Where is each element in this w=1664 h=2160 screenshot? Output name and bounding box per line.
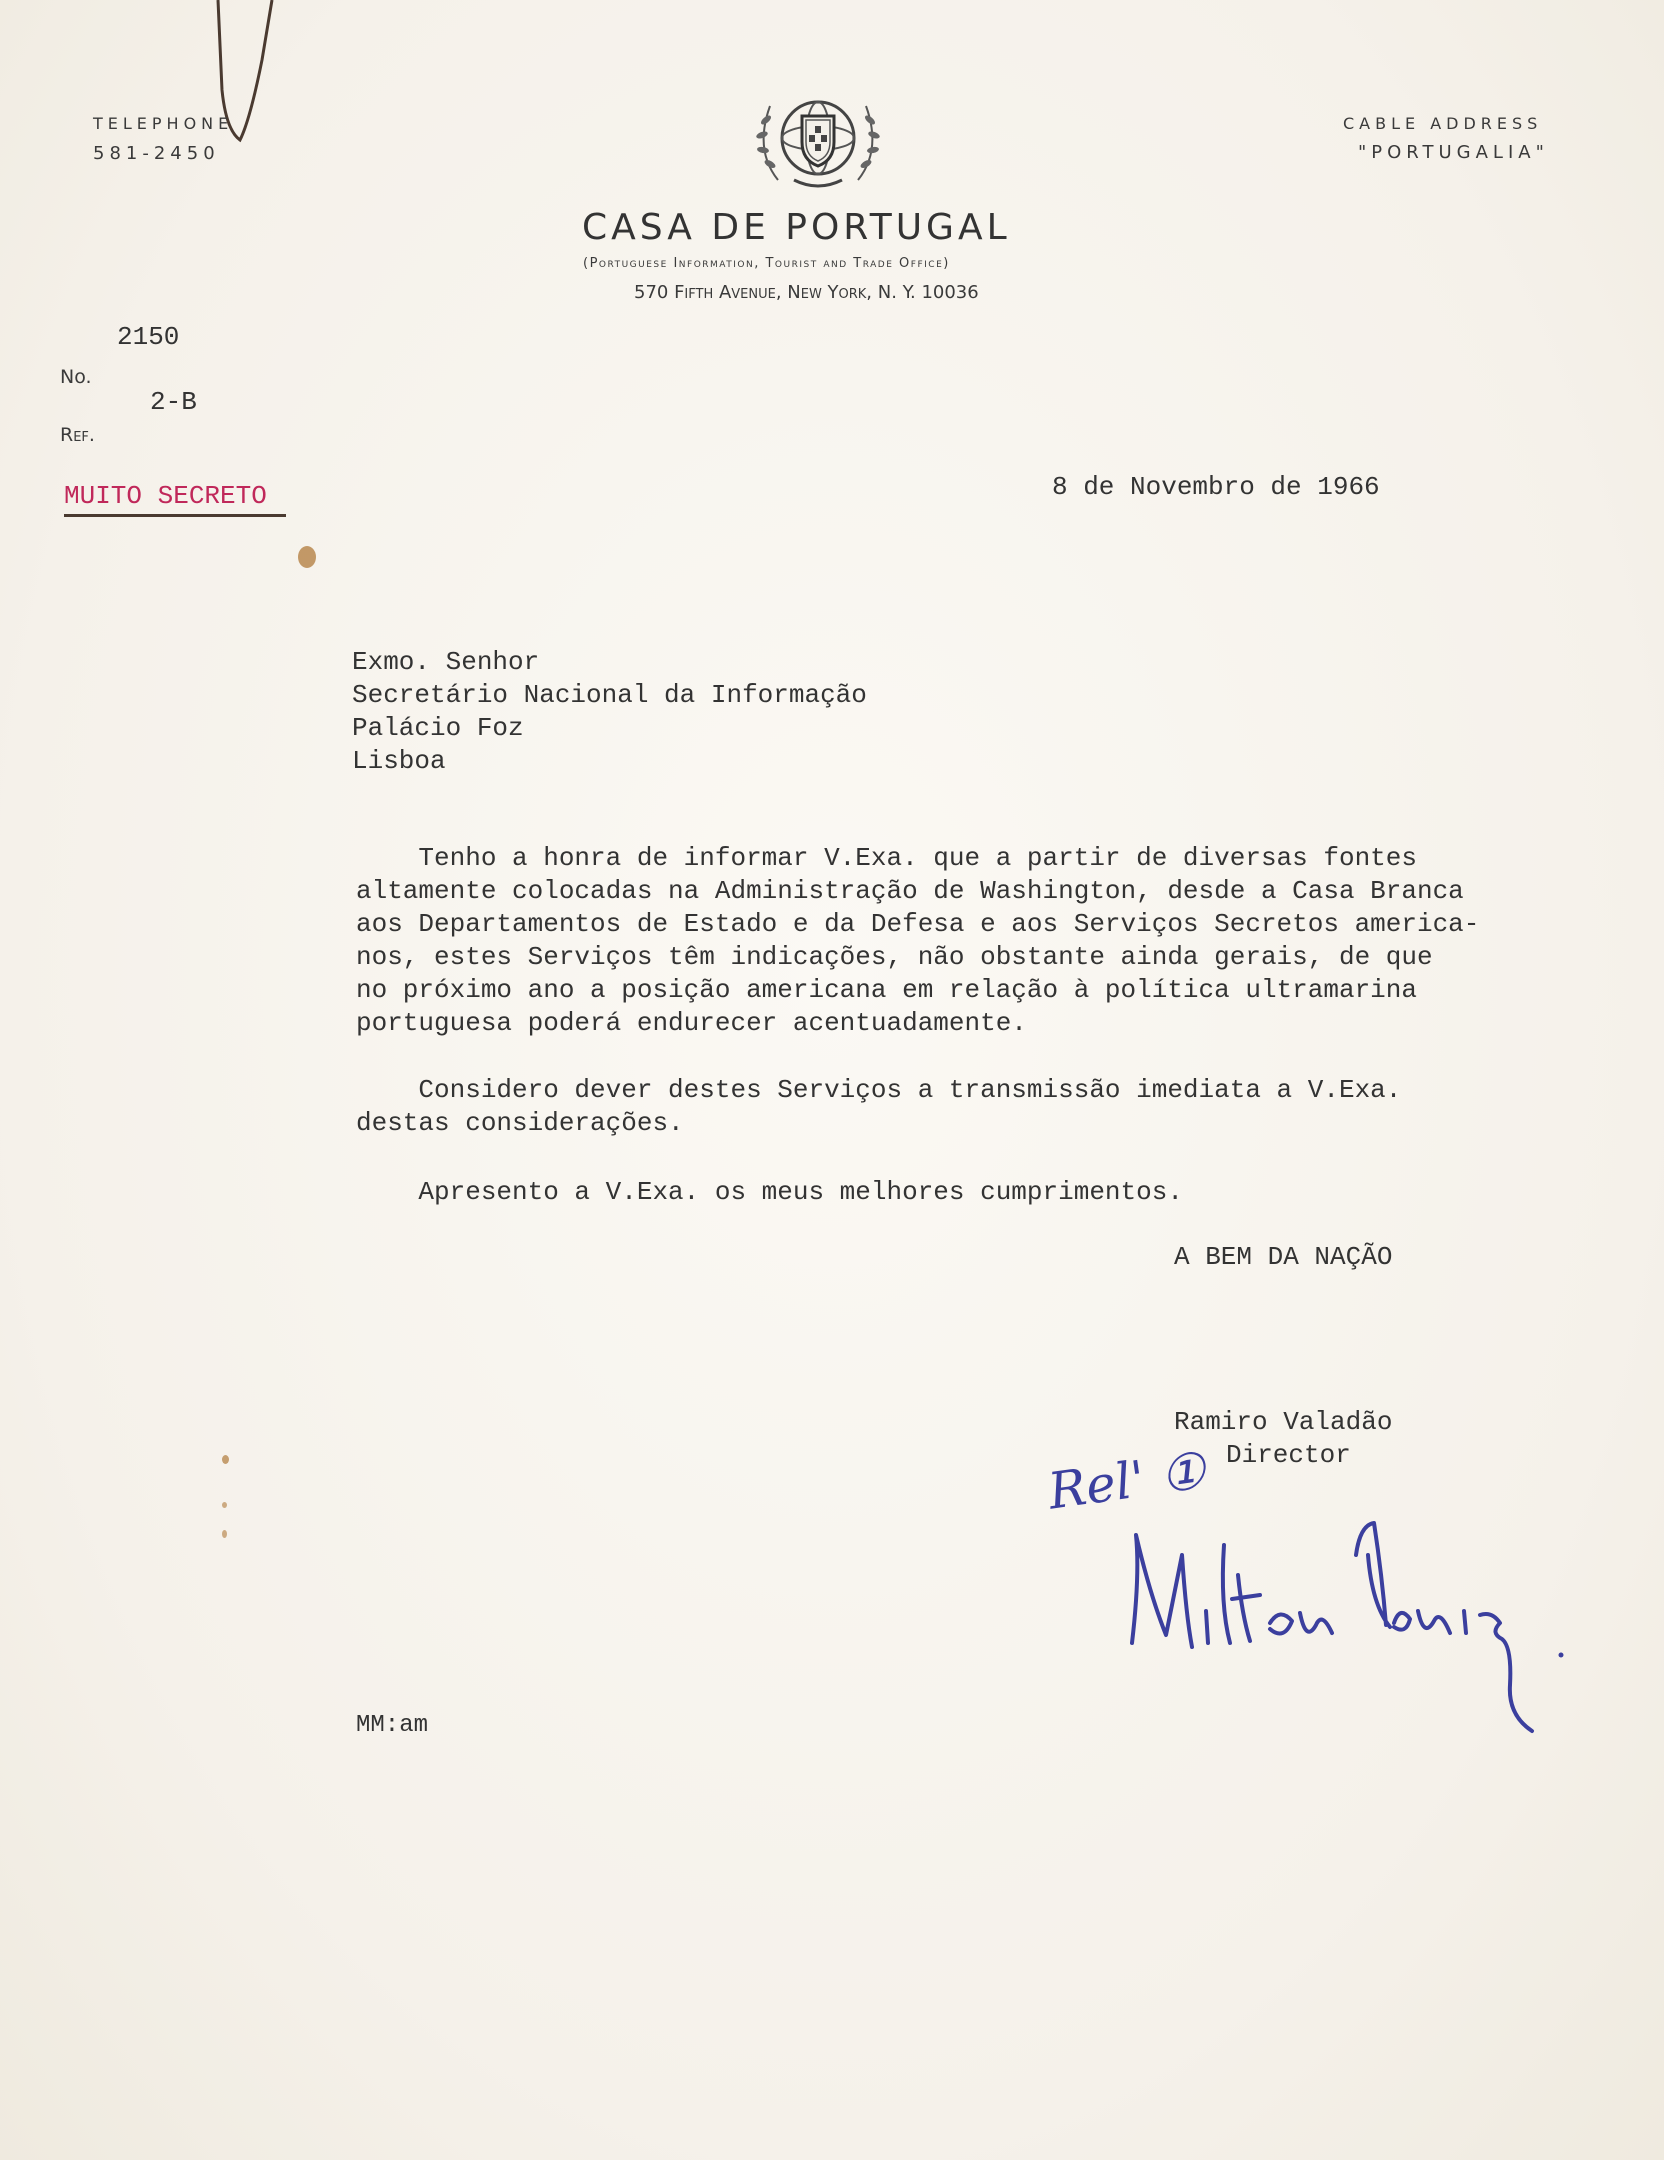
cable-value: "PORTUGALIA" <box>1358 142 1549 163</box>
body-line: altamente colocadas na Administração de Washington, desde a Casa Branca <box>356 876 1464 906</box>
no-label: No. <box>60 366 92 388</box>
stain-mark <box>222 1502 227 1508</box>
recipient-line: Lisboa <box>352 746 446 776</box>
letter-date: 8 de Novembro de 1966 <box>1052 472 1380 502</box>
coat-of-arms-emblem <box>748 80 888 198</box>
cable-label: CABLE ADDRESS <box>1343 114 1543 133</box>
body-line: no próximo ano a posição americana em relação à política ultramarina <box>356 975 1417 1005</box>
telephone-label: TELEPHONE <box>93 114 234 133</box>
recipient-block <box>352 646 867 778</box>
closing-salutation: A BEM DA NAÇÃO <box>1174 1242 1393 1272</box>
signer-title: Director <box>1226 1440 1351 1470</box>
classification-stamp: MUITO SECRETO <box>64 481 267 511</box>
reference-number: 2150 <box>117 322 180 352</box>
body-paragraph-3: Apresento a V.Exa. os meus melhores cumprimentos. <box>356 1177 1183 1207</box>
handwritten-note: Rel' ① <box>1044 1441 1209 1521</box>
body-paragraph-1 <box>356 842 1479 1040</box>
ref-value: 2-B <box>150 387 197 417</box>
recipient-line: Palácio Foz <box>352 713 524 743</box>
telephone-number: 581-2450 <box>93 143 220 164</box>
body-line: nos, estes Serviços têm indicações, não obstante ainda gerais, de que <box>356 942 1433 972</box>
body-line: portuguesa poderá endurecer acentuadamente. <box>356 1008 1027 1038</box>
handwritten-signature <box>1120 1515 1570 1735</box>
org-subtitle: (Portuguese Information, Tourist and Trade Office) <box>583 256 950 271</box>
body-paragraph-2 <box>356 1074 1401 1140</box>
stain-mark <box>222 1455 229 1464</box>
body-line: Tenho a honra de informar V.Exa. que a partir de diversas fontes <box>356 843 1417 873</box>
body-line: Considero dever destes Serviços a transmissão imediata a V.Exa. <box>356 1075 1402 1105</box>
recipient-line: Secretário Nacional da Informação <box>352 680 867 710</box>
stain-mark <box>222 1530 227 1538</box>
signer-name: Ramiro Valadão <box>1174 1407 1393 1437</box>
classification-underline <box>64 514 286 517</box>
org-name: CASA DE PORTUGAL <box>582 207 1011 248</box>
stain-mark <box>298 546 316 568</box>
body-line: aos Departamentos de Estado e da Defesa e aos Serviços Secretos america- <box>356 909 1480 939</box>
org-address: 570 Fifth Avenue, New York, N. Y. 10036 <box>634 282 979 303</box>
body-line: destas considerações. <box>356 1108 684 1138</box>
ref-label: Ref. <box>60 424 95 446</box>
recipient-line: Exmo. Senhor <box>352 647 540 677</box>
typist-initials: MM:am <box>356 1712 429 1739</box>
